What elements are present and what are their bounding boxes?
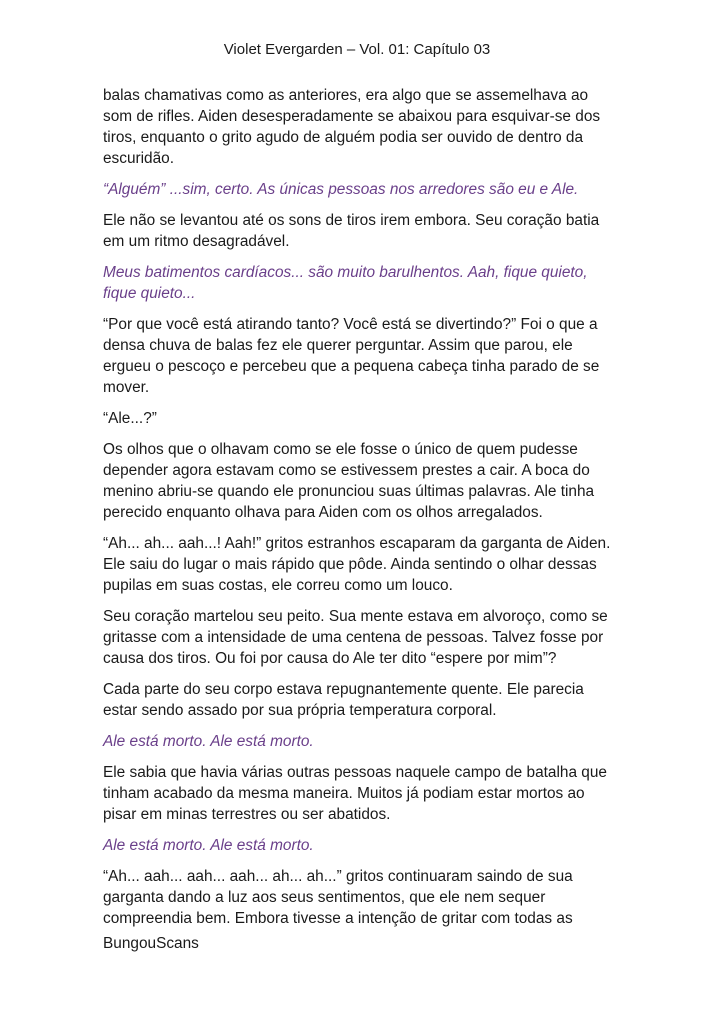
paragraph: Os olhos que o olhavam como se ele fosse o único de quem pudesse depender agora estavam como se estivessem prestes a cair. A boca do menino abriu-se quando ele pronunciou suas últimas palavras. Ale tinha perecido enquanto olhava para Aiden com os olhos arregalados. bbox=[103, 441, 595, 521]
paragraph: Seu coração martelou seu peito. Sua mente estava em alvoroço, como se gritasse com a intensidade de uma centena de pessoas. Talvez fosse por causa dos tiros. Ou foi por causa do Ale ter dito “espere por mim”? bbox=[103, 608, 608, 667]
page-header: Violet Evergarden – Vol. 01: Capítulo 03 bbox=[223, 41, 491, 58]
chapter-body bbox=[103, 85, 611, 939]
paragraph: Cada parte do seu corpo estava repugnantemente quente. Ele parecia estar sendo assado por sua própria temperatura corporal. bbox=[103, 681, 584, 719]
paragraph: “Ah... aah... aah... aah... ah... ah...” gritos continuaram saindo de sua garganta dando a luz aos seus sentimentos, que ele nem sequer compreendia bem. Embora tivesse a intenção de gritar com todas as bbox=[103, 868, 573, 927]
paragraph: “Por que você está atirando tanto? Você está se divertindo?” Foi o que a densa chuva de balas fez ele querer perguntar. Assim que parou, ele ergueu o pescoço e percebeu que a pequena cabeça tinha parado de se mover. bbox=[103, 316, 600, 396]
thought-paragraph: Ale está morto. Ale está morto. bbox=[103, 837, 314, 854]
paragraph: “Ale...?” bbox=[103, 410, 157, 427]
paragraph: “Ah... ah... aah...! Aah!” gritos estranhos escaparam da garganta de Aiden. Ele saiu do lugar o mais rápido que pôde. Ainda sentindo o olhar dessas pupilas em suas costas, ele correu como um louco. bbox=[103, 535, 611, 594]
paragraph: Ele sabia que havia várias outras pessoas naquele campo de batalha que tinham acabado da mesma maneira. Muitos já podiam estar mortos ao pisar em minas terrestres ou ser abatidos. bbox=[103, 764, 607, 823]
page-footer-credit: BungouScans bbox=[103, 935, 199, 952]
thought-paragraph: Ale está morto. Ale está morto. bbox=[103, 733, 314, 750]
paragraph: balas chamativas como as anteriores, era algo que se assemelhava ao som de rifles. Aiden desesperadamente se abaixou para esquivar-se dos tiros, enquanto o grito agudo de alguém podia ser ouvido de dentro da escuridão. bbox=[103, 87, 601, 167]
thought-paragraph: “Alguém” ...sim, certo. As únicas pessoas nos arredores são eu e Ale. bbox=[103, 181, 579, 198]
thought-paragraph: Meus batimentos cardíacos... são muito barulhentos. Aah, fique quieto, fique quieto... bbox=[103, 264, 588, 302]
paragraph: Ele não se levantou até os sons de tiros irem embora. Seu coração batia em um ritmo desagradável. bbox=[103, 212, 600, 250]
